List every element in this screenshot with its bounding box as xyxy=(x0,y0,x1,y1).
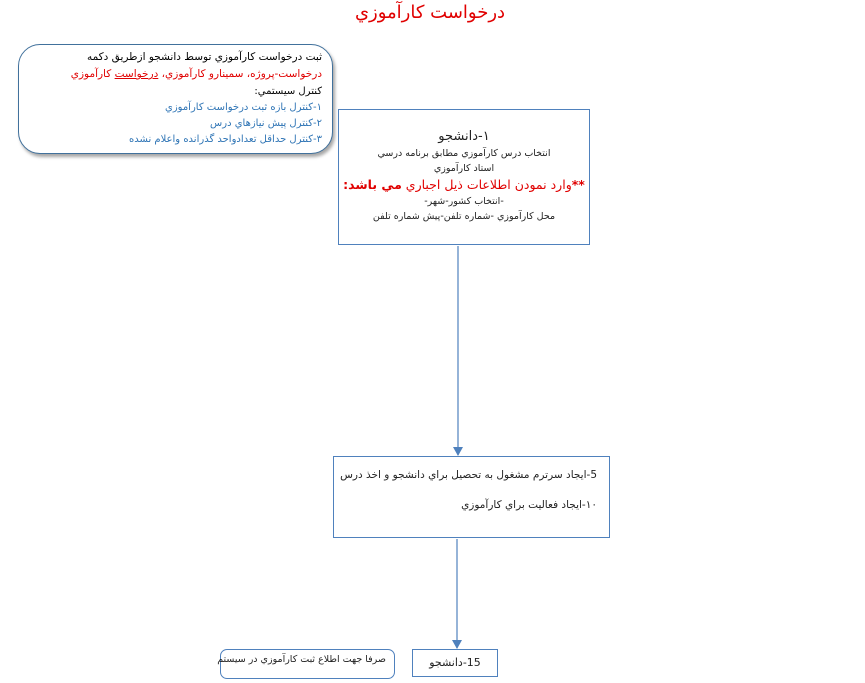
step1-red-text: وارد نمودن اطلاعات ذيل اجباري xyxy=(401,177,572,192)
step1-red-bold: مي باشد: xyxy=(343,177,402,192)
step2-line2: ۱۰-ايجاد فعاليت براي کارآموزي xyxy=(461,499,597,511)
step1-line3: -انتخاب کشور-شهر- xyxy=(424,196,504,207)
control-item: ۲-کنترل پيش نيازهاي درس xyxy=(210,118,322,129)
side-note-text: صرفا جهت اطلاع ثبت کارآموزي در سيستم xyxy=(217,654,386,665)
info-note-line1: ثبت درخواست کارآموزي توسط دانشجو ازطريق دکمه xyxy=(86,51,322,63)
step2-line1: 5-ايجاد سرترم مشغول به تحصيل براي دانشجو و اخذ درس xyxy=(340,469,597,481)
info-note-line2-part3: کارآموزي xyxy=(70,68,115,80)
info-note-line2-part1: درخواست-پروژه، سمينارو کارآموزي، xyxy=(158,68,322,80)
step1-line1: انتخاب درس کارآموزي مطابق برنامه درسي xyxy=(377,148,551,159)
step3-label: 15-دانشجو xyxy=(429,656,481,669)
step1-line2: استاد کارآموزي xyxy=(433,163,495,174)
step1-heading: ۱-دانشجو xyxy=(438,129,490,144)
step1-line4: محل کارآموزي -شماره تلفن-پيش شماره تلفن xyxy=(372,211,556,222)
step1-red-prefix: ** xyxy=(571,177,585,192)
control-item: ۳-کنترل حداقل تعدادواحد گذرانده واعلام نشده xyxy=(129,134,322,145)
info-note-line2-underlined: درخواست xyxy=(114,68,159,80)
control-item: ۱-کنترل بازه ثبت درخواست کارآموزي xyxy=(165,102,322,113)
info-note-line3: کنترل سيستمي: xyxy=(254,86,322,97)
diagram-title: درخواست کارآموزي xyxy=(354,2,506,23)
